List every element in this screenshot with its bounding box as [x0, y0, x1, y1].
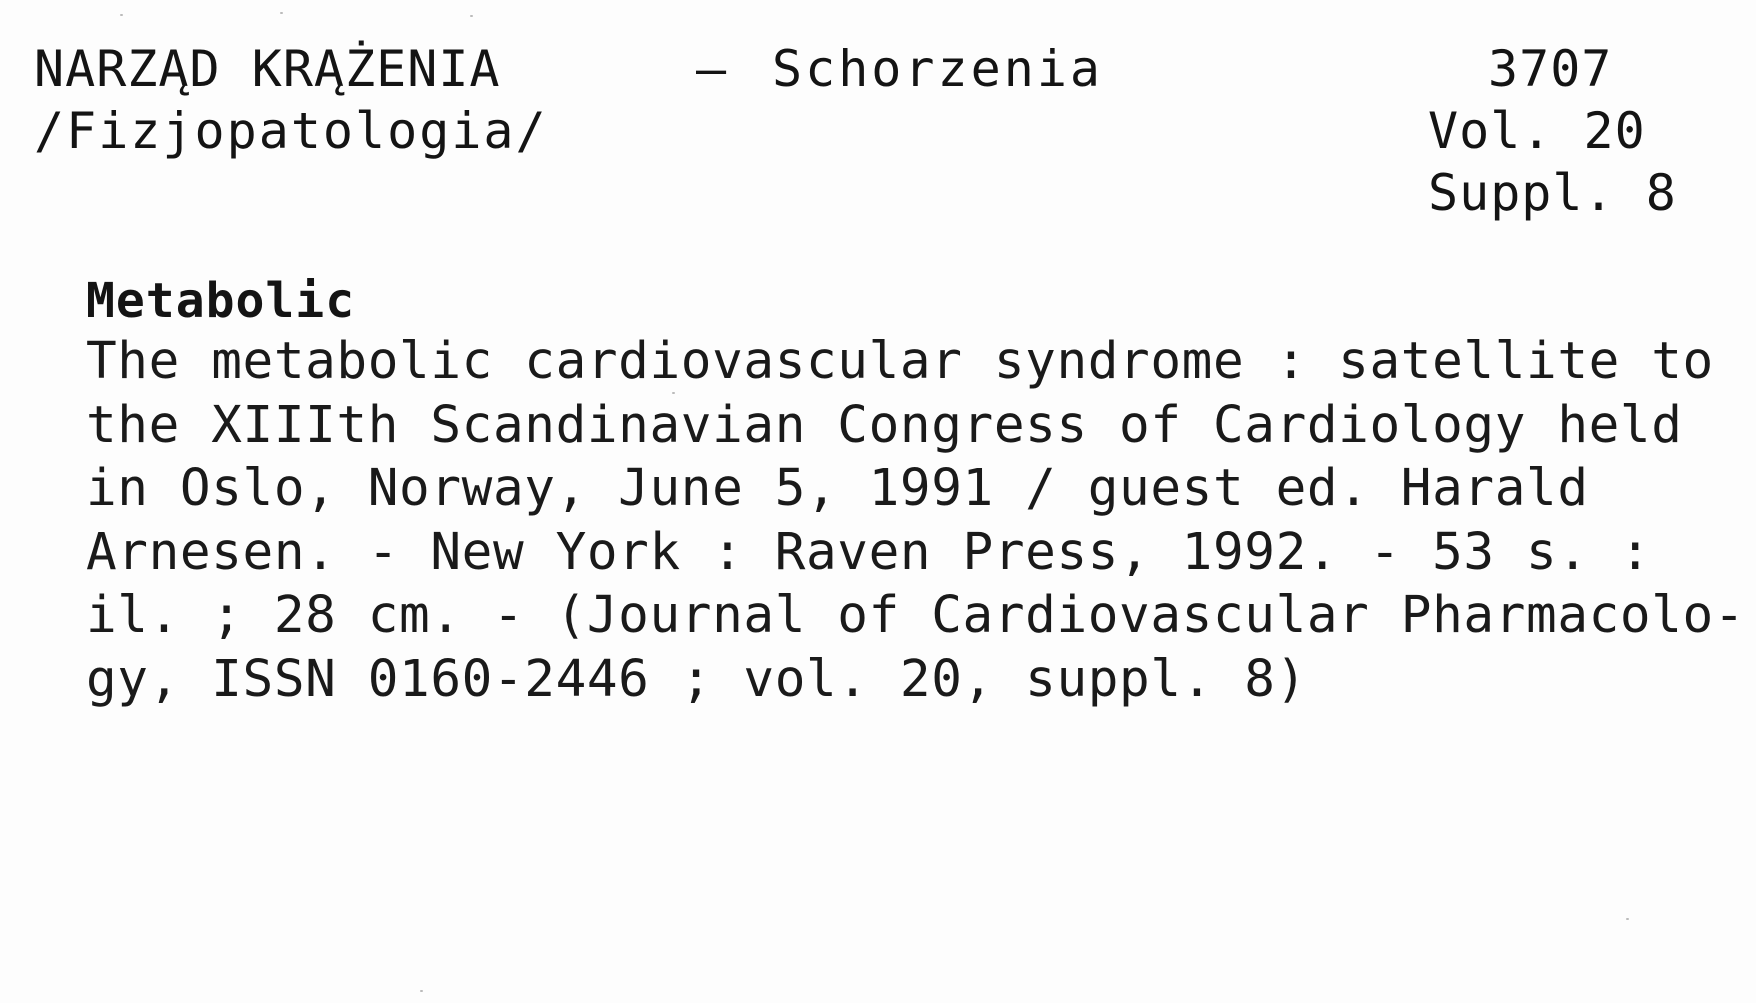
bibliographic-description — [86, 330, 1745, 711]
call-supplement: Suppl. 8 — [1428, 164, 1677, 222]
call-volume: Vol. 20 — [1428, 102, 1646, 160]
subject-heading: NARZĄD KRĄŻENIA — [34, 40, 501, 98]
scan-speck — [120, 14, 123, 16]
heading-separator: – — [696, 40, 727, 98]
scan-speck — [280, 12, 283, 14]
keyword-heading: Metabolic — [86, 273, 356, 329]
scan-speck — [420, 990, 423, 992]
description-line: il. ; 28 cm. - (Journal of Cardiovascular Pharmacolo- — [86, 586, 1746, 645]
topic-heading: Schorzenia — [772, 40, 1104, 98]
description-line: The metabolic cardiovascular syndrome : satellite to — [86, 332, 1714, 391]
description-line: the XIIIth Scandinavian Congress of Cardiology held — [86, 395, 1683, 455]
call-number: 3707 — [1488, 40, 1613, 98]
scan-speck — [470, 15, 473, 17]
description-line: in Oslo, Norway, June 5, 1991 / guest ed. Harald — [86, 459, 1589, 518]
description-line: Arnesen. - New York : Raven Press, 1992. - 53 s. : — [86, 522, 1652, 582]
scan-speck — [1626, 918, 1629, 920]
subsubject-heading: /Fizjopatologia/ — [34, 102, 548, 160]
description-line: gy, ISSN 0160-2446 ; vol. 20, suppl. 8) — [86, 649, 1307, 709]
